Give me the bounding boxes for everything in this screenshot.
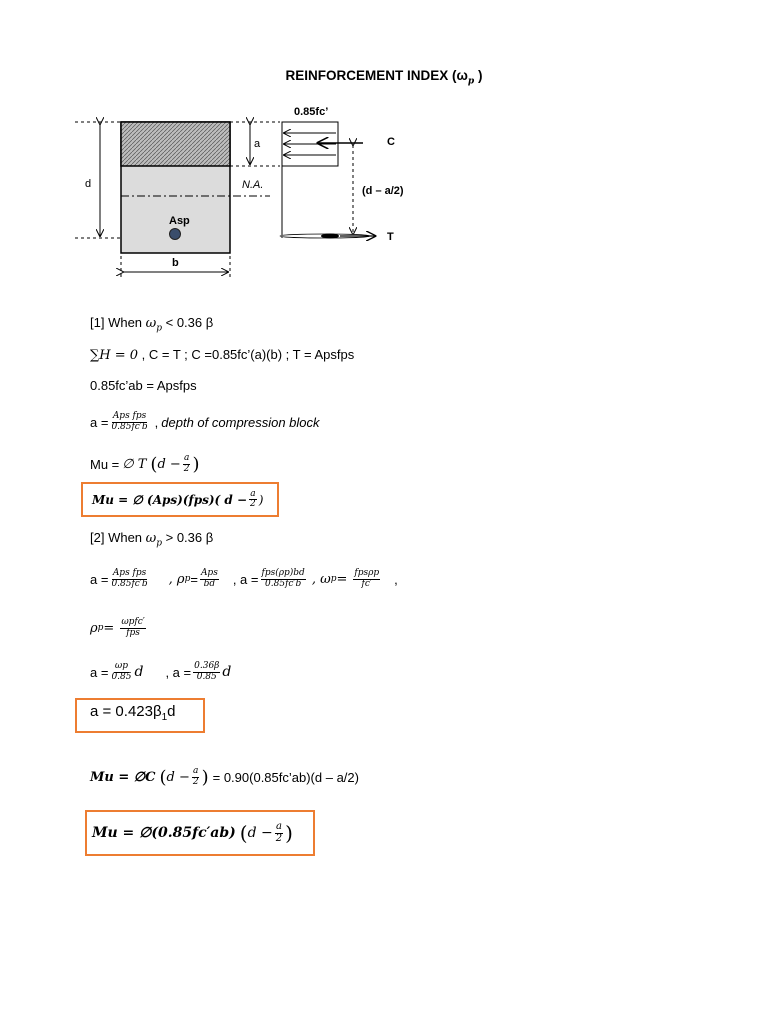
rho-equation: ρ p = $\frac{\text{ωpfc′}}{\text{fps}}$ [90, 617, 145, 638]
page-title: REINFORCEMENT INDEX ($\omega_p$ ) [285, 68, 483, 87]
moment-equation-2: Mu = ∅C ( d − $\frac{a}{2}$ ) = 0.90(0.85fc’ab)(d – a/2) [90, 766, 359, 788]
a-dimension-label: a [254, 138, 261, 150]
stress-label: 0.85fc’ [294, 106, 329, 118]
case1-heading: [1] When $\omega_p < 0.36$ β [90, 315, 214, 334]
a-omega-equation: a = $\frac{\omega p}{0.85}$ d , a = $\frac{0.36\beta}{0.85}$ d [90, 661, 232, 682]
boxed-moment-case1-text: Mu = ∅ (Aps)(fps)( d − $\frac{a}{2}$ ) [92, 488, 264, 509]
lever-arm-label: (d – a/2) [362, 185, 404, 197]
d-dimension-label: d [85, 178, 92, 190]
depth-equation: a = $\frac{\text{Aps fps}}{0.85fc'b}$ , depth of compression block [90, 411, 320, 432]
equilibrium-equation: ∑H = 0 , C = T ; C =0.85fc’(a)(b) ; T = Apsfps [90, 347, 355, 363]
boxed-a-result-text: $a = 0.423\beta_1d$ [90, 703, 176, 723]
tendon-dot [170, 229, 181, 240]
neutral-axis-label: N.A. [242, 179, 264, 191]
asp-label: Asp [169, 215, 190, 227]
t-force-label: T [387, 231, 394, 243]
boxed-moment-case2-text: Mu = ∅(0.85fc′ab) ( d − $\frac{a}{2}$ ) [92, 821, 293, 845]
case2-relations: a = $\frac{\text{Aps fps}}{0.85fc'b}$ , ρ p = $\frac{\text{Aps}}{bd}$ , a = $\frac{\text{fps(ρp)bd}}{0.85fc'b}$ , ω p = $\frac{\text{fpsρp}}{fc'}$ , [90, 568, 398, 589]
b-dimension-label: b [172, 257, 179, 269]
moment-equation-1: Mu = ∅ T ( d − $\frac{a}{2}$ ) [90, 453, 200, 475]
force-equation: 0.85fc’ab = Apsfps [90, 378, 197, 393]
c-force-label: C [387, 136, 395, 148]
case2-heading: [2] When $\omega_p > 0.36$ β [90, 530, 214, 549]
compression-block [121, 122, 230, 166]
